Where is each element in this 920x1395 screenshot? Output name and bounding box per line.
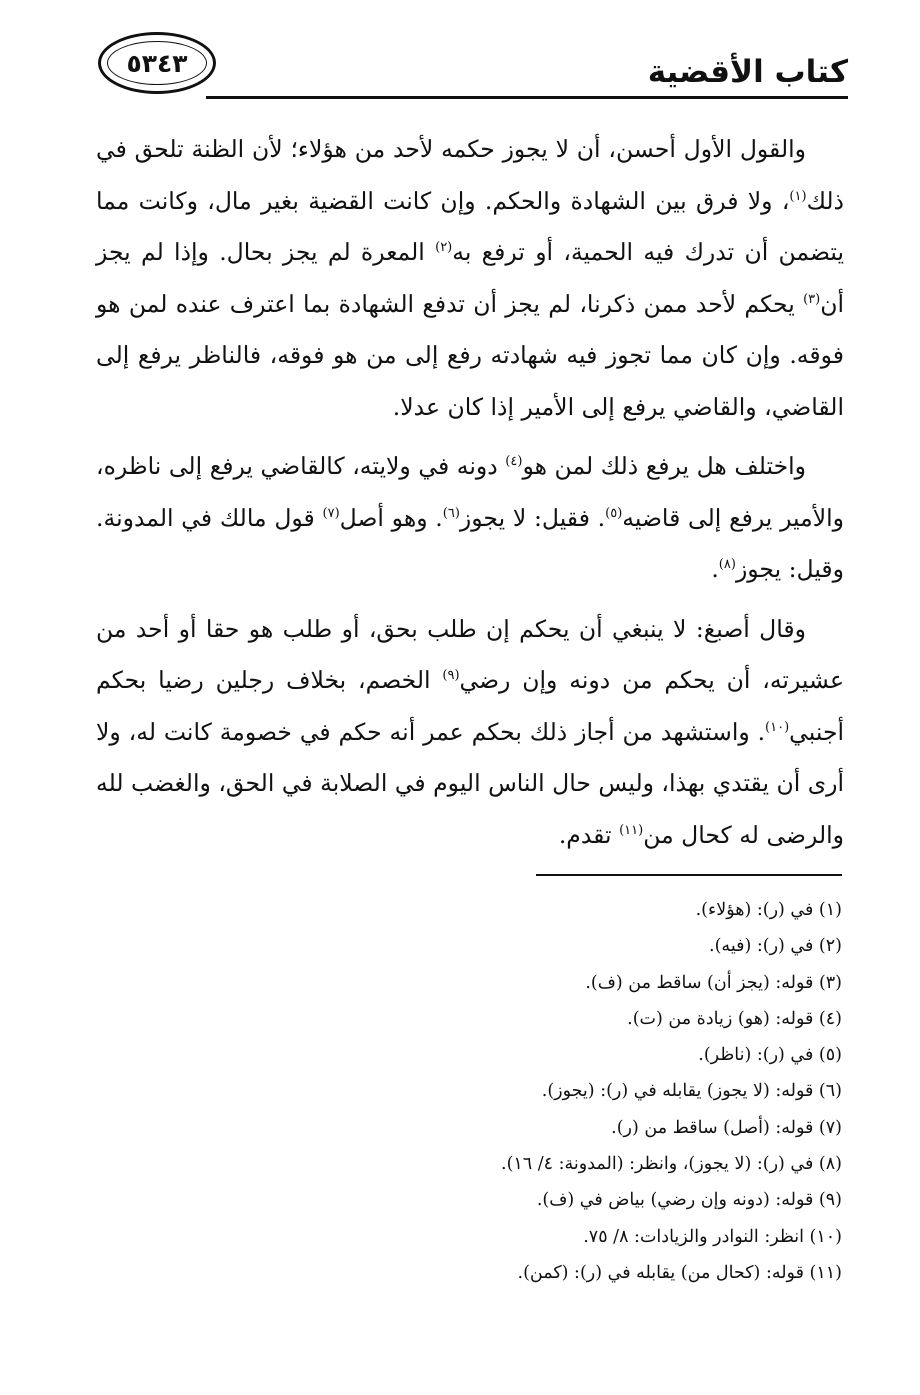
- footnote-item: (١١) قوله: (كحال من) يقابله في (ر): (كمن).: [517, 1262, 842, 1283]
- footnote-item: (٩) قوله: (دونه وإن رضي) بياض في (ف).: [536, 1190, 842, 1211]
- text-segment: . وهو أصل: [339, 503, 443, 532]
- footnote-item: (٣) قوله: (يجز أن) ساقط من (ف).: [585, 972, 842, 993]
- text-segment: واختلف هل يرفع ذلك لمن هو: [522, 452, 806, 480]
- text-segment: قول مالك في المدونة. وقيل: يجوز: [96, 503, 844, 583]
- text-segment: ، ولا فرق بين الشهادة والحكم. وإن كانت القضية بغير مال، وكانت مما يتضمن أن تدرك فيه الحمية، أو ترفع به: [96, 186, 844, 266]
- footnote-marker[interactable]: (٣): [803, 291, 821, 307]
- body-paragraph: [96, 604, 844, 862]
- book-title: كتاب الأقضية: [647, 54, 848, 90]
- text-segment: دونه في ولايته، كالقاضي يرفع إلى ناظره، والأمير يرفع إلى قاضيه: [96, 452, 844, 532]
- text-segment: الخصم، بخلاف رجلين رضيا بحكم أجنبي: [96, 666, 844, 746]
- text-segment: المعرة لم يجز بحال. وإذا لم يجز أن: [96, 238, 844, 318]
- footnote-item: (٧) قوله: (أصل) ساقط من (ر).: [611, 1117, 842, 1138]
- page-header: [98, 32, 848, 104]
- footnote-item: (١) في (ر): (هؤلاء).: [695, 900, 842, 920]
- footnote-marker[interactable]: (٤): [505, 454, 523, 470]
- text-segment: يحكم لأحد ممن ذكرنا، لم يجز أن تدفع الشهادة بما اعترف عنده لمن هو فوقه. وإن كان مما تجوز فيه شهادته رفع إلى من هو فوقه، فالناظر يرفع إلى القاضي، والقاضي يرفع إلى الأمير إذا كان عدلا.: [96, 289, 844, 421]
- body-paragraph: [96, 124, 844, 433]
- footnote-marker[interactable]: (٩): [442, 668, 460, 684]
- footnote-item: (٤) قوله: (هو) زيادة من (ت).: [627, 1008, 842, 1029]
- footnote-marker[interactable]: (٢): [435, 240, 453, 256]
- footnote-item: (٢) في (ر): (فيه).: [709, 936, 842, 957]
- text-segment: تقدم.: [558, 820, 620, 849]
- footnote-marker[interactable]: (١١): [619, 822, 644, 838]
- footnote-marker[interactable]: (٨): [718, 557, 736, 573]
- footnotes-list: [242, 892, 842, 1291]
- footnote-marker[interactable]: (٧): [322, 505, 340, 521]
- text-segment: . فقيل: لا يجوز: [459, 503, 606, 532]
- main-text: [96, 124, 844, 861]
- footnote-marker[interactable]: (١٠): [765, 719, 790, 735]
- text-segment: وقال أصبغ: لا ينبغي أن يحكم إن طلب بحق، أو طلب هو حقا أو أحد من عشيرته، أن يحكم من دونه وإن رضي: [96, 614, 844, 694]
- footnote-item: (١٠) انظر: النوادر والزيادات: ٨/ ٧٥.: [583, 1226, 842, 1247]
- header-rule: [206, 96, 848, 99]
- text-segment: . واستشهد من أجاز ذلك بحكم عمر أنه حكم في خصومة كانت له، ولا أرى أن يقتدي بهذا، وليس حال الناس اليوم في الصلابة في الحق، والغضب لله والرضى له كحال من: [96, 717, 844, 849]
- footnote-item: (٥) في (ر): (ناظر).: [698, 1045, 842, 1066]
- page-number: ٥٣٤٣: [126, 48, 188, 78]
- text-segment: .: [711, 555, 719, 583]
- text-segment: والقول الأول أحسن، أن لا يجوز حكمه لأحد من هؤلاء؛ لأن الظنة تلحق في ذلك: [96, 135, 844, 215]
- footnote-marker[interactable]: (٦): [442, 505, 460, 521]
- footnote-separator: [536, 874, 842, 876]
- page-number-badge: [98, 32, 216, 94]
- footnote-marker[interactable]: (٥): [605, 505, 623, 521]
- footnote-item: (٦) قوله: (لا يجوز) يقابله في (ر): (يجوز).: [541, 1081, 842, 1102]
- body-paragraph: [96, 441, 844, 596]
- footnote-item: (٨) في (ر): (لا يجوز)، وانظر: (المدونة: ٤/ ١٦).: [501, 1154, 842, 1175]
- footnote-marker[interactable]: (١): [789, 188, 807, 204]
